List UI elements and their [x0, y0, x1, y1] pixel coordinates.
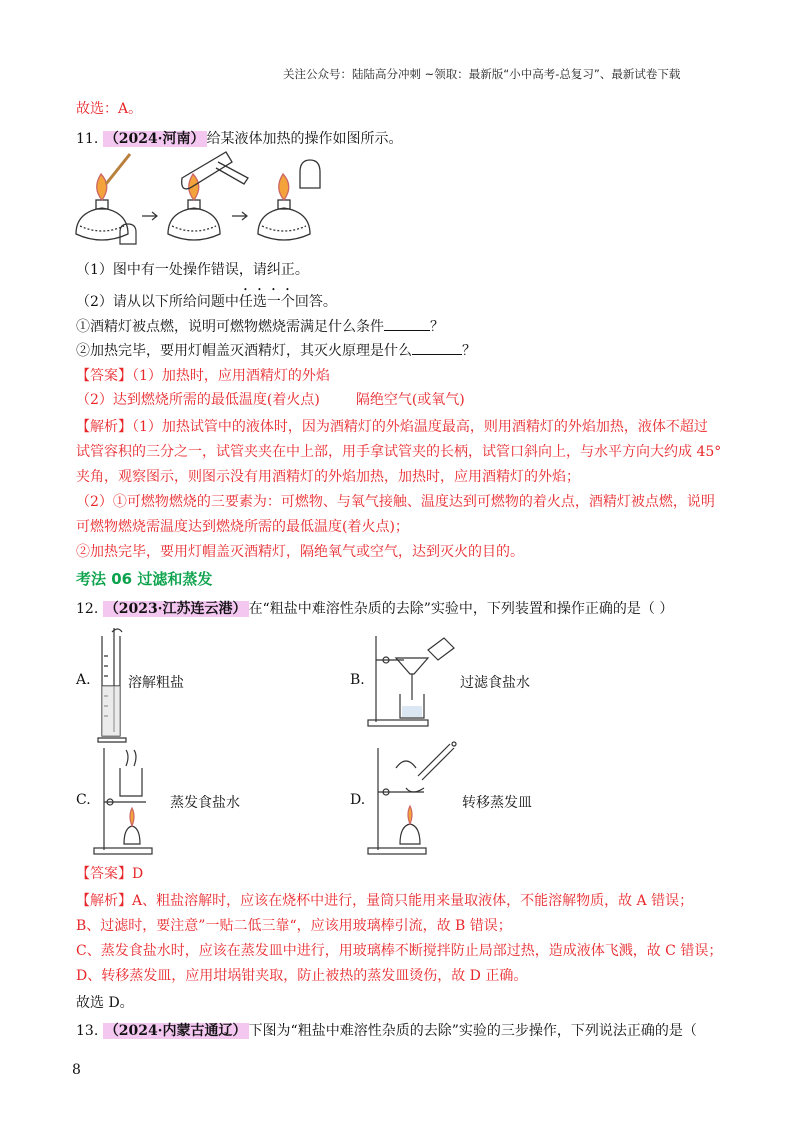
- page-number: 8: [72, 1062, 81, 1078]
- q12-option-a-letter: A.: [76, 672, 91, 688]
- lamp-with-cap-icon: [258, 160, 320, 240]
- q11-analysis-l4: （2）①可燃物燃烧的三要素为：可燃物、与氧气接触、温度达到可燃物的着火点，酒精灯被点燃，说明: [76, 494, 715, 510]
- q13-source: （2024·内蒙古通辽）: [104, 1023, 247, 1039]
- tongs-evaporating-dish-icon: [366, 740, 462, 856]
- q11-answer-line2: （2）达到燃烧所需的最低温度(着火点) 隔绝空气(或氧气): [76, 392, 465, 408]
- q12-conclusion: 故选 D。: [76, 995, 134, 1011]
- q11-analysis-l6: ②加热完毕，要用灯帽盖灭酒精灯，隔绝氧气或空气，达到灭火的目的。: [76, 544, 524, 560]
- q11-analysis-l3: 夹角，观察图示，则图示没有用酒精灯的外焰加热，加热时，应用酒精灯的外焰；: [76, 469, 580, 485]
- evaporation-beaker-icon: [92, 746, 168, 856]
- lamp-heating-tube-icon: [168, 152, 248, 240]
- q12-option-c-letter: C.: [76, 792, 91, 808]
- q12-option-d-text: 转移蒸发皿: [462, 795, 532, 811]
- q11-analysis-l2: 试管容积的三分之一，试管夹夹在中上部，用手拿试管夹的长柄，试管口斜向上，与水平方向大约成 45°: [76, 444, 722, 460]
- q11-option2: ②加热完毕，要用灯帽盖灭酒精灯，其灭火原理是什么 ？: [76, 343, 476, 359]
- q11-option1: ①酒精灯被点燃，说明可燃物燃烧需满足什么条件 ？: [76, 319, 444, 335]
- q12-option-b-letter: B.: [350, 672, 365, 688]
- q11-figure: [72, 148, 332, 250]
- page-header: 关注公众号：陆陆高分冲刺 ~领取：最新版“小中高考-总复习”、最新试卷下载: [283, 67, 681, 81]
- q12-source: （2023·江苏连云港）: [104, 601, 247, 617]
- q12-analysis-l4: D、转移蒸发皿，应用坩埚钳夹取，防止被热的蒸发皿烫伤，故 D 正确。: [76, 968, 528, 984]
- q12-stem: 在“粗盐中难溶性杂质的去除”实验中，下列装置和操作正确的是（ ）: [248, 601, 674, 617]
- filtration-apparatus-icon: [366, 634, 462, 728]
- q12-number: 12.: [76, 601, 99, 617]
- graduated-cylinder-icon: [92, 626, 132, 746]
- answer-blank: [412, 354, 462, 355]
- arrow-icon: [232, 212, 247, 220]
- q12-analysis-l3: C、蒸发食盐水时，应该在蒸发皿中进行，用玻璃棒不断搅拌防止局部过热，造成液体飞溅，故 C 错误；: [76, 943, 723, 959]
- q11-analysis-l1: 【解析】（1）加热试管中的液体时，因为酒精灯的外焰温度最高，则用酒精灯的外焰加热，液体不超过: [76, 419, 708, 435]
- q12-analysis-l2: B、过滤时，要注意”一贴二低三靠“，应该用玻璃棒引流，故 B 错误；: [76, 918, 512, 934]
- q13-number: 13.: [76, 1023, 99, 1039]
- q13-stem-line: [76, 1020, 697, 1040]
- q12-option-a-text: 溶解粗盐: [128, 675, 184, 691]
- emphasis-text: 任选一个: [238, 294, 295, 310]
- q12-stem-line: [76, 598, 673, 618]
- q11-source: （2024·河南）: [104, 131, 205, 147]
- q12-option-c-text: 蒸发食盐水: [170, 795, 240, 811]
- q11-number: 11.: [76, 131, 99, 147]
- arrow-icon: [142, 212, 157, 220]
- q11-analysis-l5: 可燃物燃烧需温度达到燃烧所需的最低温度(着火点)；: [76, 519, 409, 535]
- answer-blank: [384, 330, 430, 331]
- q12-option-d-letter: D.: [350, 792, 366, 808]
- q12-analysis-l1: 【解析】A、粗盐溶解时，应该在烧杯中进行，量筒只能用来量取液体，不能溶解物质，故 A 错误；: [76, 893, 694, 909]
- q11-sub2: （2）请从以下所给问题中任选一个回答。: [76, 294, 337, 310]
- lamp-being-lit-icon: [76, 154, 130, 240]
- q12-option-b-text: 过滤食盐水: [460, 675, 530, 691]
- q13-stem: 下图为“粗盐中难溶性杂质的去除”实验的三步操作，下列说法正确的是（: [248, 1023, 697, 1039]
- q10-conclusion: 故选：A。: [76, 101, 143, 117]
- q11-sub1: （1）图中有一处操作错误，请纠正。: [76, 262, 309, 278]
- q12-answer: 【答案】D: [76, 866, 144, 882]
- section-title: 考法 06 过滤和蒸发: [76, 570, 213, 588]
- q11-stem-line: [76, 128, 403, 148]
- q11-answer-line1: 【答案】（1）加热时，应用酒精灯的外焰: [76, 368, 330, 384]
- q11-stem: 给某液体加热的操作如图所示。: [206, 131, 403, 147]
